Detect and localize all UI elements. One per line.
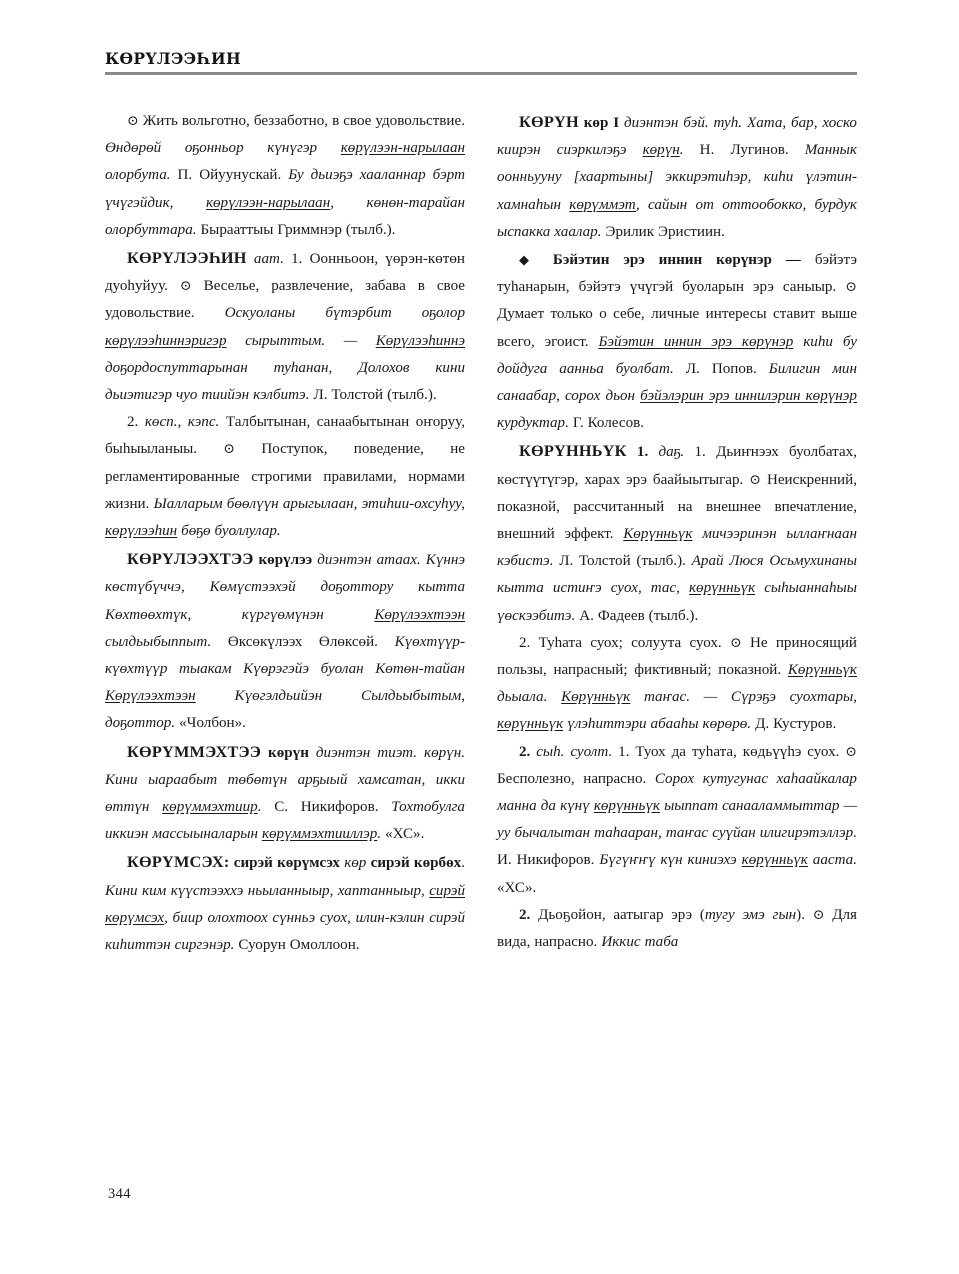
running-head — [105, 50, 857, 75]
example-text: олорбута. — [105, 167, 171, 184]
homonym-number: 1. — [636, 444, 649, 461]
cross-reference-marker: көр — [344, 855, 367, 872]
dictionary-entry-korummaehtaa — [105, 738, 465, 849]
part-of-speech: даҕ. — [658, 444, 685, 461]
sense-2-korulaahin — [105, 409, 465, 545]
example-keyword: көрүнньүк — [593, 798, 660, 815]
headword: КӨРҮММЭХТЭЭ — [127, 741, 262, 761]
headword: КӨРҮННЬҮК — [519, 441, 627, 461]
gloss-marker-icon: ⊙ — [845, 744, 858, 760]
homonym-number: 2. — [519, 743, 531, 760]
sakha-definition: Туһата суох; солуута суох. — [538, 634, 722, 651]
reference-note: диэнтэн атаах. — [317, 552, 421, 569]
sakha-definition: Дьиҥнээх буолбатах, көстүүтүгэр, харах эрэ баайыытыгар. — [497, 444, 857, 488]
sub-phrase-target: сирэй көрбөх — [370, 855, 462, 872]
example-text: Арай Люся Осьмухинаны кытта истиҥэ суох, тас, — [497, 553, 857, 597]
source-citation: Эрилик Эристиин. — [605, 223, 725, 240]
example-text: доҕордоспуттарынан туһанан, Долохов кини дьиэтигэр чуо тиийэн кэлбитэ. — [105, 359, 465, 404]
sakha-definition: Оонньоон, үөрэн-көтөн дуоһуйуу. — [105, 251, 466, 295]
example-keyword: Көрүнньүк — [623, 526, 693, 543]
reference-word: көрүн — [268, 744, 309, 761]
example-keyword: Көрүлээхтээн — [374, 606, 465, 623]
grammar-note: тугу эмэ гын — [704, 906, 797, 923]
sense-number: 2. — [519, 906, 531, 923]
reference-word: көр — [583, 115, 609, 131]
example-keyword: көрүн — [642, 142, 680, 159]
example-keyword: көрүлээһин — [105, 523, 178, 540]
example-text: киһи бу дойдуга аанньа буолбат. — [497, 333, 857, 377]
sub-phrase: сирэй көрүмсэх — [233, 855, 340, 872]
example-text: дьыала. — [497, 689, 548, 706]
gloss-marker-icon: ⊙ — [845, 280, 857, 296]
dictionary-entry-korulaahtaa — [105, 545, 465, 737]
russian-gloss: Поступок, поведение, не регламентированные строгими правилами, нормами жизни. — [105, 441, 465, 512]
dictionary-entry-korumseh: КӨРҮМСЭХ: сирэй көрүмсэх көр сирэй көрбөх. Кини ким күүстээххэ ньыланныыр, хаптанныыр, сирэй көрүмсэх, биир олохтоох сүнньэ суох, илин-кэлин сирэй киһиттэн сиргэнэр. Суорун Омоллоон. — [105, 852, 465, 954]
sakha-definition: Дьоҕойон, аатыгар эрэ ( — [538, 906, 705, 923]
example-keyword: бэйэлэрин эрэ иннилэрин көрүнэр — [640, 388, 857, 405]
russian-gloss: Жить вольготно, беззаботно, в свое удовольствие. — [142, 113, 465, 129]
example-text: Оскуоланы бүтэрбит оҕолор — [224, 305, 465, 322]
russian-gloss: Думает только о себе, личные интересы ставит выше всего, эгоист. — [497, 306, 857, 350]
source-citation: Суорун Омоллоон. — [238, 937, 360, 954]
sense-2-korunnuk-1 — [497, 630, 857, 739]
example-text: мичээринэн ыллаҥнаан кэбистэ. — [497, 526, 857, 570]
headword: КӨРҮЛЭЭХТЭЭ — [127, 549, 254, 569]
example-text: Күөхтүүр-күөхтүүр тыакам Күөрэгэйэ буолан Көтөн-тайан — [105, 633, 465, 678]
dictionary-entry-korunnuk-1 — [497, 437, 857, 629]
example-text: , көнөн-тарайан олорбуттара. — [105, 194, 465, 238]
sakha-definition: бэйэтэ туһанарын, бэйэтэ үчүгэй буоларын эрэ саныыр. — [497, 252, 857, 296]
part-of-speech: аат. — [253, 251, 284, 268]
source-citation: А. Фадеев (тылб.). — [579, 607, 699, 624]
source-citation: Бырааттыы Гриммнэр (тылб.). — [200, 221, 396, 238]
example-text: Хата, бар, хоско киирэн сиэркилэҕэ — [497, 115, 857, 159]
reference-note: диэнтэн бэй. туһ. — [624, 115, 743, 131]
example-text: . — [257, 799, 262, 816]
example-keyword: Көрүлээһиннэ — [375, 332, 465, 349]
russian-gloss: Бесполезно, напрасно. — [497, 770, 647, 787]
headword: КӨРҮМСЭХ: — [127, 852, 230, 872]
gloss-marker-icon: ⊙ — [749, 472, 761, 488]
example-text: . — [679, 142, 684, 159]
example-text: Өндөрөй оҕонньор күнүгэр — [105, 140, 318, 157]
right-column — [497, 108, 857, 1183]
example-keyword: көрүммэхтиир — [162, 799, 258, 816]
source-citation: И. Никифоров. — [497, 852, 595, 869]
example-text: . — [377, 826, 382, 843]
source-citation: Өксөкүлээх Өлөксөй. — [227, 633, 378, 650]
source-citation: Л. Толстой (тылб.). — [313, 387, 437, 404]
sense-number: 1. — [618, 743, 630, 760]
sense-number: 2. — [519, 634, 531, 651]
russian-gloss: Для вида, напрасно. — [497, 906, 857, 951]
example-keyword: көрүммэхтииллэр — [261, 826, 378, 843]
example-text: сырыттым. — — [245, 332, 358, 349]
example-text: курдуктар. — [497, 415, 569, 432]
sakha-definition: Талбытынан, санаабытынан оҥоруу, быһыыланыы. — [105, 414, 465, 458]
example-keyword: көрүлээн-нарылаан — [205, 194, 331, 211]
source-citation: П. Ойуунускай. — [177, 167, 282, 184]
sakha-definition: Туох да туһата, көдьүүһэ суох. — [635, 743, 840, 760]
example-keyword: көрүлээн-нарылаан — [340, 140, 465, 157]
headword: КӨРҮЛЭЭҺИН — [127, 248, 247, 268]
example-text: Тохтобулга иккиэн массыыналарын — [105, 799, 465, 843]
idiom-marker-icon: ◆ — [519, 252, 539, 268]
running-head-rule — [105, 72, 857, 75]
example-text: Кини ким күүстээххэ ньыланныыр, хаптанныыр, — [105, 882, 425, 899]
example-text: Күннэ көстүбүччэ, Көмүстээхэй доҕоттору кытта Көхтөөхтүк, күргүөмүнэн — [105, 552, 465, 623]
source-citation: «Чолбон». — [179, 715, 246, 732]
sense-number: 1. — [694, 444, 706, 461]
example-keyword: Көрүлээхтээн — [105, 688, 196, 705]
gloss-marker-icon: ⊙ — [179, 279, 192, 295]
example-keyword: Көрүнньүк — [561, 689, 631, 706]
source-citation: Г. Колесов. — [572, 415, 645, 432]
example-keyword: көрүлээһиннэригэр — [105, 332, 227, 349]
sense-2-korunnuk-2 — [497, 902, 857, 956]
page-number: 344 — [108, 1186, 131, 1202]
example-keyword: сирэй көрүмсэх — [105, 882, 465, 926]
russian-gloss: Неискренний, показной, рассчитанный на внешнее впечатление, внешний эффект. — [497, 471, 857, 543]
example-text: Сүрэҕэ суохтары, — [730, 689, 857, 706]
idiom-phrase: Бэйэтин эрэ иннин көрүнэр — — [552, 252, 801, 269]
source-citation: С. Никифоров. — [274, 799, 379, 816]
gloss-marker-icon: ⊙ — [812, 907, 825, 923]
gloss-marker-icon: ⊙ — [729, 635, 742, 651]
example-text: Күөгэлдьийэн Сылдьыбытым, доҕоттор. — [105, 688, 465, 732]
example-keyword: Көрүнньүк — [787, 662, 857, 679]
russian-gloss: Не приносящий пользы, напрасный; фиктивный; показной. — [497, 634, 857, 679]
example-text: ааста. — [812, 852, 857, 869]
example-keyword: көрүнньүк — [741, 852, 808, 869]
gloss-marker-icon: ⊙ — [223, 442, 236, 458]
source-citation: Д. Кустуров. — [755, 716, 837, 733]
example-text: Билигин мин санаабар, сорох дьон — [497, 360, 857, 405]
reference-word: көрүлээ — [258, 552, 313, 569]
homonym-numeral: I — [613, 115, 620, 131]
example-keyword: көрүнньүк — [497, 716, 564, 733]
example-keyword: Бэйэтин иннин эрэ көрүнэр — [598, 333, 794, 350]
russian-gloss: Веселье, развлечение, забава в свое удовольствие. — [105, 278, 465, 322]
dictionary-entry-korulaahin — [105, 244, 465, 409]
example-text: Бүгүҥҥү күн киниэхэ — [599, 852, 737, 869]
example-text: Ыалларым бөөлүүн арыгылаан, этиһии-охсуһуу, — [153, 495, 465, 512]
source-citation: Л. Попов. — [685, 360, 757, 377]
headword: КӨРҮН — [519, 112, 579, 131]
example-keyword: көрүнньүк — [688, 580, 756, 597]
column-container — [105, 108, 857, 1183]
left-column — [105, 108, 465, 1183]
example-text: Маннык оонньууну [хаартыны] эккирэтиһэр, киһи үлэтин-хамнаһын — [497, 142, 857, 213]
example-text: таҥас. — — [643, 689, 718, 706]
source-citation: Н. Лугинов. — [699, 142, 789, 159]
example-text: , сайын от оттообокко, бурдук ыспакка хаалар. — [497, 196, 857, 240]
example-text: ыыппат санааламмыттар — уу бычалытан таһааран, таҥас суүйан илигирэтэллэр. — [497, 798, 857, 842]
example-text: үлэһиттэри абааһы көрөрө. — [567, 716, 752, 733]
dictionary-entry-korunnuk-2 — [497, 739, 857, 902]
example-text: бөҕө буоллулар. — [181, 523, 281, 540]
dictionary-entry-korun — [497, 108, 857, 246]
example-text: Кини ыараабыт төбөтүн арҕыый хамсатан, икки өттүн — [105, 771, 465, 816]
reference-note: диэнтэн тиэт. көрүн. — [315, 744, 465, 761]
example-text: Сорох кутугунас хаһаайкалар манна да күнү — [497, 770, 857, 815]
gloss-marker-icon: ⊙ — [127, 114, 139, 129]
example-text: Бу дьиэҕэ хааланнар бэрт үчүгэйдик, — [105, 167, 465, 211]
part-of-speech: сыһ. суолт. — [536, 743, 613, 760]
source-citation: Л. Толстой (тылб.). — [559, 553, 686, 570]
continued-sense-paragraph — [105, 108, 465, 244]
example-text-truncated: Иккис таба — [601, 934, 679, 951]
example-text: , биир олохтоох сүнньэ суох, илин-кэлин сирэй киһиттэн сиргэнэр. — [105, 909, 465, 954]
example-text: сыһыаннаһыы үөскээбитэ. — [497, 580, 857, 624]
example-keyword: көрүммэт — [569, 196, 636, 213]
source-citation: «ХС». — [385, 826, 425, 843]
example-text: сылдьыбыппыт. — [105, 633, 212, 650]
sense-number: 2. — [127, 414, 139, 431]
usage-label: көсп., кэпс. — [144, 414, 220, 431]
running-head-title: КӨРҮЛЭЭҺИН — [105, 49, 242, 68]
source-citation: «ХС». — [497, 879, 537, 896]
sense-number: 1. — [291, 251, 303, 268]
idiom-baiyetin — [497, 246, 857, 437]
sakha-definition: ). — [796, 906, 805, 923]
